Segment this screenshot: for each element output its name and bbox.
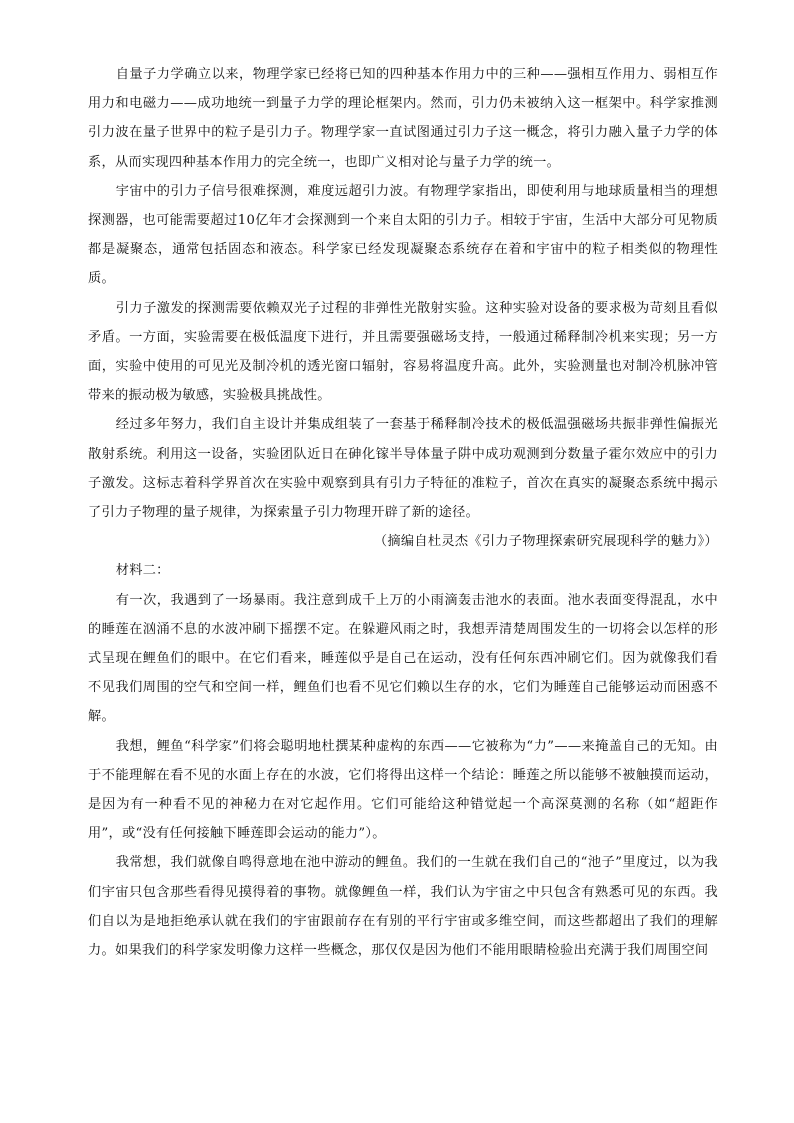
paragraph-2: 宇宙中的引力子信号很难探测，难度远超引力波。有物理学家指出，即使利用与地球质量相当的理想探测器，也可能需要超过10亿年才会探测到一个来自太阳的引力子。相较于宇宙，生活中大部分可见物质都是凝聚态，通常包括固态和液态。科学家已经发现凝聚态系统存在着和宇宙中的粒子相类似的物理性质。 xyxy=(88,183,718,287)
document-page xyxy=(88,60,718,965)
source-citation: （摘编自杜灵杰《引力子物理探索研究展现科学的魅力》） xyxy=(373,534,718,550)
material-2-label: 材料二： xyxy=(115,563,170,579)
paragraph-7: 我常想，我们就像自鸣得意地在池中游动的鲤鱼。我们的一生就在我们自己的“池子”里度过，以为我们宇宙只包含那些看得见摸得着的事物。就像鲤鱼一样，我们认为宇宙之中只包含有熟悉可见的东西。我们自以为是地拒绝承认就在我们的宇宙跟前存在有别的平行宇宙或多维空间，而这些都超出了我们的理解力。如果我们的科学家发明像力这样一些概念，那仅仅是因为他们不能用眼睛检验出充满于我们周围空间 xyxy=(88,855,718,959)
paragraph-4: 经过多年努力，我们自主设计并集成组装了一套基于稀释制冷技术的极低温强磁场共振非弹性偏振光散射系统。利用这一设备，实验团队近日在砷化镓半导体量子阱中成功观测到分数量子霍尔效应中的引力子激发。这标志着科学界首次在实验中观察到具有引力子特征的准粒子，首次在真实的凝聚态系统中揭示了引力子物理的量子规律，为探索量子引力物理开辟了新的途径。 xyxy=(88,417,718,521)
paragraph-1: 自量子力学确立以来，物理学家已经将已知的四种基本作用力中的三种——强相互作用力、弱相互作用力和电磁力——成功地统一到量子力学的理论框架内。然而，引力仍未被纳入这一框架中。科学家推测引力波在量子世界中的粒子是引力子。物理学家一直试图通过引力子这一概念，将引力融入量子力学的体系，从而实现四种基本作用力的完全统一，也即广义相对论与量子力学的统一。 xyxy=(88,67,718,170)
paragraph-6: 我想，鲤鱼“科学家”们将会聪明地杜撰某种虚构的东西——它被称为“力”——来掩盖自己的无知。由于不能理解在看不见的水面上存在的水波，它们将得出这样一个结论：睡莲之所以能够不被触摸而运动，是因为有一种看不见的神秘力在对它起作用。它们可能给这种错觉起一个高深莫测的名称（如“超距作用”，或“没有任何接触下睡莲即会运动的能力”）。 xyxy=(88,738,718,842)
paragraph-3: 引力子激发的探测需要依赖双光子过程的非弹性光散射实验。这种实验对设备的要求极为苛刻且看似矛盾。一方面，实验需要在极低温度下进行，并且需要强磁场支持，一般通过稀释制冷机来实现；另一方面，实验中使用的可见光及制冷机的透光窗口辐射，容易将温度升高。此外，实验测量也对制冷机脉冲管带来的振动极为敏感，实验极具挑战性。 xyxy=(88,300,718,404)
paragraph-5: 有一次，我遇到了一场暴雨。我注意到成千上万的小雨滴轰击池水的表面。池水表面变得混乱，水中的睡莲在汹涌不息的水波冲刷下摇摆不定。在躲避风雨之时，我想弄清楚周围发生的一切将会以怎样的形式呈现在鲤鱼们的眼中。在它们看来，睡莲似乎是自己在运动，没有任何东西冲刷它们。因为就像我们看不见我们周围的空气和空间一样，鲤鱼们也看不见它们赖以生存的水，它们为睡莲自己能够运动而困惑不解。 xyxy=(88,592,718,725)
